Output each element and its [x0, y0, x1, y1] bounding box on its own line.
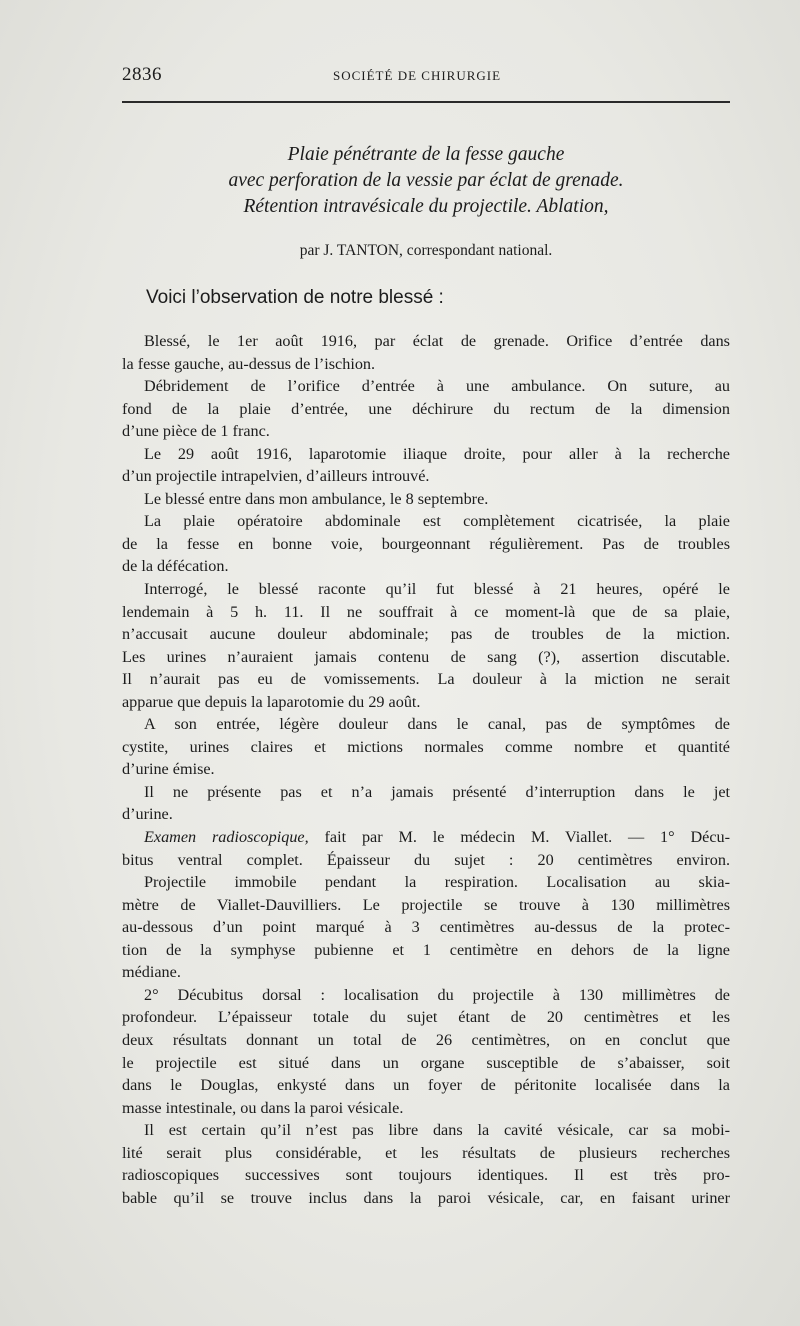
text-line: d’urine émise.	[122, 760, 215, 779]
page-number: 2836	[122, 64, 162, 85]
text-line: mètre de Viallet-Dauvilliers. Le projectile se trouve à 130 millimètres	[122, 895, 730, 914]
article-title	[122, 142, 730, 220]
text-line: tion de la symphyse pubienne et 1 centimètre en dehors de la ligne	[122, 940, 730, 959]
text-line: apparue que depuis la laparotomie du 29 août.	[122, 692, 421, 711]
text-line: deux résultats donnant un total de 26 centimètres, on en conclut que	[122, 1030, 730, 1049]
text-line: Interrogé, le blessé raconte qu’il fut blessé à 21 heures, opéré le	[144, 580, 730, 599]
text-line-rest: fait par M. le médecin M. Viallet. — 1° Décu-	[324, 828, 731, 847]
header-rule	[122, 101, 730, 103]
title-line-3: Rétention intravésicale du projectile. Ablation,	[243, 196, 609, 217]
text-line: Le blessé entre dans mon ambulance, le 8 septembre.	[144, 489, 489, 508]
title-line-1: Plaie pénétrante de la fesse gauche	[287, 144, 565, 165]
body-text	[122, 330, 730, 1209]
text-line: 2° Décubitus dorsal : localisation du projectile à 130 millimètres de	[144, 985, 730, 1004]
text-line: Il est certain qu’il n’est pas libre dans la cavité vésicale, car sa mobi-	[144, 1121, 730, 1140]
text-line: la fesse gauche, au-dessus de l’ischion.	[122, 354, 376, 373]
text-line: bable qu’il se trouve inclus dans la paroi vésicale, car, en faisant uriner	[122, 1188, 730, 1207]
text-line: Débridement de l’orifice d’entrée à une ambulance. On suture, au	[144, 377, 730, 396]
text-line: de la défécation.	[122, 557, 229, 576]
text-line: d’une pièce de 1 franc.	[122, 422, 270, 441]
text-line: de la fesse en bonne voie, bourgeonnant régulièrement. Pas de troubles	[122, 534, 730, 553]
text-line: cystite, urines claires et mictions normales comme nombre et quantité	[122, 737, 730, 756]
text-line: au-dessous d’un point marqué à 3 centimètres au-dessus de la protec-	[122, 918, 730, 937]
text-line: bitus ventral complet. Épaisseur du sujet : 20 centimètres environ.	[122, 850, 730, 869]
text-line: profondeur. L’épaisseur totale du sujet étant de 20 centimètres et les	[122, 1008, 730, 1027]
text-line: Il n’aurait pas eu de vomissements. La douleur à la miction ne serait	[122, 670, 730, 689]
text-line: n’accusait aucune douleur abdominale; pas de troubles de la miction.	[122, 625, 730, 644]
intro-sentence: Voici l’observation de notre blessé :	[146, 287, 444, 308]
text-line: Blessé, le 1er août 1916, par éclat de grenade. Orifice d’entrée dans	[144, 332, 730, 350]
italic-heading: Examen radioscopique,	[144, 828, 309, 847]
text-line-examen	[122, 826, 730, 849]
text-line: Projectile immobile pendant la respiration. Localisation au skia-	[144, 873, 730, 892]
text-line: le projectile est situé dans un organe susceptible de s’abaisser, soit	[122, 1053, 730, 1072]
running-head: SOCIÉTÉ DE CHIRURGIE	[333, 68, 502, 83]
text-line: A son entrée, légère douleur dans le canal, pas de symptômes de	[144, 715, 730, 734]
text-line: médiane.	[122, 963, 181, 982]
page-header	[122, 64, 730, 88]
text-line: d’urine.	[122, 805, 173, 824]
text-line: Il ne présente pas et n’a jamais présenté d’interruption dans le jet	[144, 782, 730, 801]
text-line: lité serait plus considérable, et les résultats de plusieurs recherches	[122, 1143, 730, 1162]
text-line: fond de la plaie d’entrée, une déchirure du rectum de la dimension	[122, 399, 730, 418]
text-line: Les urines n’auraient jamais contenu de sang (?), assertion discutable.	[122, 647, 730, 666]
text-line: radioscopiques successives sont toujours identiques. Il est très pro-	[122, 1166, 730, 1185]
title-line-2: avec perforation de la vessie par éclat de grenade.	[228, 170, 624, 191]
author-line: par J. TANTON, correspondant national.	[299, 242, 553, 259]
text-line: Le 29 août 1916, laparotomie iliaque droite, pour aller à la recherche	[144, 444, 730, 463]
text-line: dans le Douglas, enkysté dans un foyer de péritonite localisée dans la	[122, 1076, 730, 1095]
text-line: lendemain à 5 h. 11. Il ne souffrait à ce moment-là que de sa plaie,	[122, 602, 730, 621]
text-line: d’un projectile intrapelvien, d’ailleurs introuvé.	[122, 467, 430, 486]
text-line: masse intestinale, ou dans la paroi vésicale.	[122, 1098, 404, 1117]
text-line: La plaie opératoire abdominale est complètement cicatrisée, la plaie	[144, 512, 730, 531]
